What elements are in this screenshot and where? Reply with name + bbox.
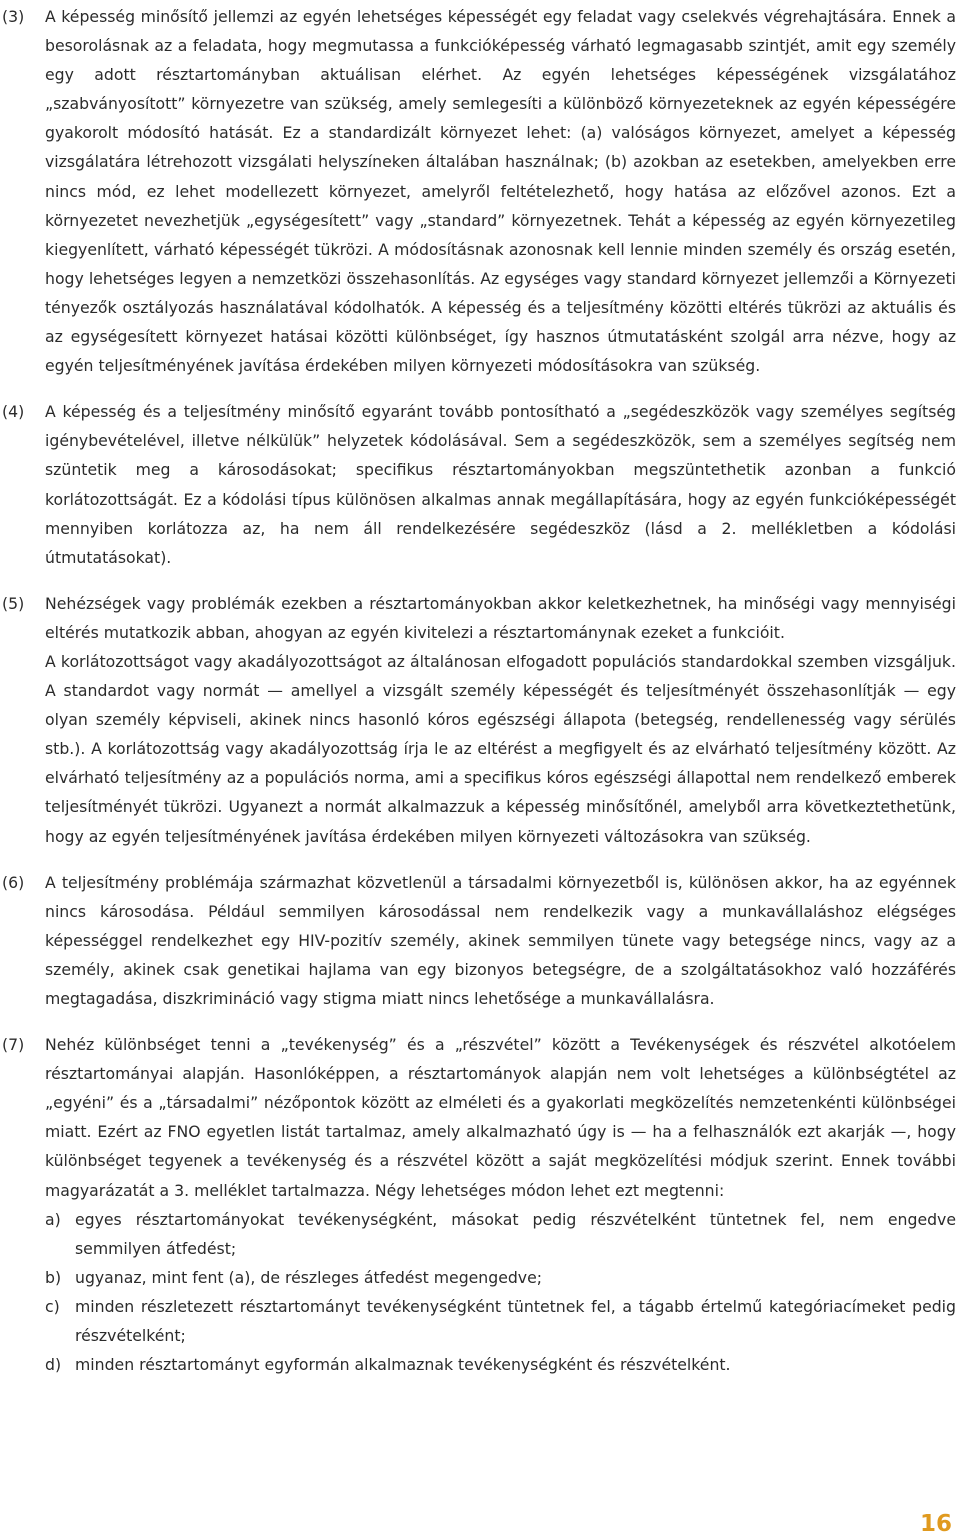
paragraph-body — [45, 2, 956, 380]
list-item-text: egyes résztartományokat tevékenységként, másokat pedig részvételként tüntetnek fel, nem engedve semmilyen átfedést; — [75, 1209, 956, 1258]
list-item — [45, 1350, 956, 1379]
paragraph-6 — [2, 868, 956, 1013]
paragraph-text: Nehéz különbséget tenni a „tevékenység” és a „részvétel” között a Tevékenységek és részvétel alkotóelem résztartományai alapján. Hasonlóképpen, a résztartományok alapján nem volt lehetséges a különbségtétel az „egyéni” és a „társadalmi” nézőpontok között az elméleti és a gyakorlati megközelítés nemzetenkénti különbségei miatt. Ezért az FNO egyetlen listát tartalmaz, amely alkalmazható úgy is — ha a felhasználók ezt akarják —, hogy különbséget tegyenek a tevékenység és a részvétel között a saját megközelítési módjuk szerint. Ennek további magyarázatát a 3. melléklet tartalmazza. Négy lehetséges módon lehet ezt megtenni: — [45, 1035, 956, 1200]
paragraph-text: A teljesítmény problémája származhat közvetlenül a társadalmi környezetből is, különösen akkor, ha az egyénnek nincs károsodása. Például semmilyen károsodással nem rendelkezik vagy a munkavállaláshoz elégséges képességgel rendelkezhet egy HIV-pozitív személy, akinek semmilyen tünete vagy betegsége nincs, vagy az a személy, akinek csak genetikai hajlama van egy bizonyos betegségre, de a szolgáltatásokhoz való hozzáférés megtagadása, diszkrimináció vagy stigma miatt nincs lehetősége a munkavállalásra. — [45, 872, 956, 1008]
paragraph-text: Nehézségek vagy problémák ezekben a résztartományokban akkor keletkezhetnek, ha minőségi vagy mennyiségi eltérés mutatkozik abban, ahogyan az egyén kivitelezi a résztartománynak ezeket a funkcióit. — [45, 593, 956, 642]
paragraph-text: A képesség minősítő jellemzi az egyén lehetséges képességét egy feladat vagy cselekvés végrehajtására. Ennek a besorolásnak az a feladata, hogy megmutassa a funkcióképesség várható legmagasabb szintjét, amit egy személy egy adott résztartományban aktuálisan elérhet. Az egyén lehetséges képességének vizsgálatához „szabványosított” környezetre van szükség, amely semlegesíti a különböző környezeteknek az egyén képességére gyakorolt módosító hatását. Ez a standardizált környezet lehet: (a) valóságos környezet, amelyet a képesség vizsgálatára létrehozott vizsgálati helyszíneken általában használnak; (b) azokban az esetekben, amelyekben erre nincs mód, ez lehet modellezett környezet, amelyről feltételezhető, hogy hatása az előzővel azonos. Ezt a környezetet nevezhetjük „egységesített” vagy „standard” környezetnek. Tehát a képesség az egyén környezetileg kiegyenlített, várható képességét tükrözi. A módosításnak azonosnak kell lennie minden személy és ország esetén, hogy lehetséges legyen a nemzetközi összehasonlítás. Az egységes vagy standard környezet jellemzői a Környezeti tényezők osztályozás használatával kódolhatók. A képesség és a teljesítmény közötti eltérés tükrözi az aktuális és az egységesített környezet hatásai közötti különbséget, így hasznos útmutatásként szolgál arra nézve, hogy az egyén teljesítményének javítása érdekében milyen környezeti módosításokra van szükség. — [45, 7, 956, 376]
list-item — [45, 1292, 956, 1350]
option-list — [45, 1205, 956, 1380]
paragraph-number: (3) — [2, 7, 25, 26]
paragraph-number: (6) — [2, 872, 25, 892]
paragraph-5 — [2, 589, 956, 851]
list-marker: d) — [45, 1355, 62, 1375]
paragraph-3 — [2, 2, 956, 380]
paragraph-number: (5) — [2, 593, 25, 613]
paragraph-body — [45, 868, 956, 1013]
page-number: 16 — [919, 1511, 952, 1537]
list-marker: a) — [45, 1209, 61, 1229]
list-item — [45, 1263, 956, 1292]
paragraph-continuation: A korlátozottságot vagy akadályozottságot az általánosan elfogadott populációs standardokkal szemben vizsgáljuk. A standardot vagy normát — amellyel a vizsgált személy képességét és teljesítményét összehasonlítják — egy olyan személy képviseli, akinek nincs hasonló kóros egészségi állapota (betegség, rendellenesség vagy sérülés stb.). A korlátozottság vagy akadályozottság írja le az eltérést a megfigyelt és az elvárható teljesítmény között. Az elvárható teljesítmény az a populációs norma, ami a specifikus kóros egészségi állapottal nem rendelkező emberek teljesítményét tükrözi. Ugyanezt a normát alkalmazzuk a képesség minősítőnél, amelyből arra következtethetünk, hogy az egyén teljesítményének javítása érdekében milyen környezeti változásokra van szükség. — [45, 651, 956, 846]
list-item-text: ugyanaz, mint fent (a), de részleges átfedést megengedve; — [75, 1267, 543, 1287]
paragraph-body — [45, 1030, 956, 1379]
paragraph-text: A képesség és a teljesítmény minősítő egyaránt tovább pontosítható a „segédeszközök vagy személyes segítség igénybevételével, illetve nélkülük” helyzetek kódolásával. Sem a segédeszközök, sem a személyes segítség nem szüntetik meg a károsodásokat; specifikus résztartományokban megszüntethetik azonban a funkció korlátozottságát. Ez a kódolási típus különösen alkalmas annak megállapítására, hogy az egyén funkcióképességét mennyiben korlátozza az, ha nem áll rendelkezésére segédeszköz (lásd a 2. mellékletben a kódolási útmutatásokat). — [45, 402, 956, 567]
paragraph-number: (7) — [2, 1035, 25, 1055]
list-item-text: minden részletezett résztartományt tevékenységként tüntetnek fel, a tágabb értelmű kategóriacímeket pedig részvételként; — [75, 1296, 956, 1346]
paragraph-7 — [2, 1030, 956, 1379]
paragraph-4 — [2, 397, 956, 572]
paragraph-body — [45, 397, 956, 572]
list-item — [45, 1205, 956, 1263]
paragraph-body — [45, 589, 956, 851]
list-marker: b) — [45, 1267, 62, 1287]
list-item-text: minden résztartományt egyformán alkalmaznak tevékenységként és részvételként. — [75, 1355, 731, 1375]
paragraph-number: (4) — [2, 402, 25, 422]
list-marker: c) — [45, 1296, 60, 1316]
